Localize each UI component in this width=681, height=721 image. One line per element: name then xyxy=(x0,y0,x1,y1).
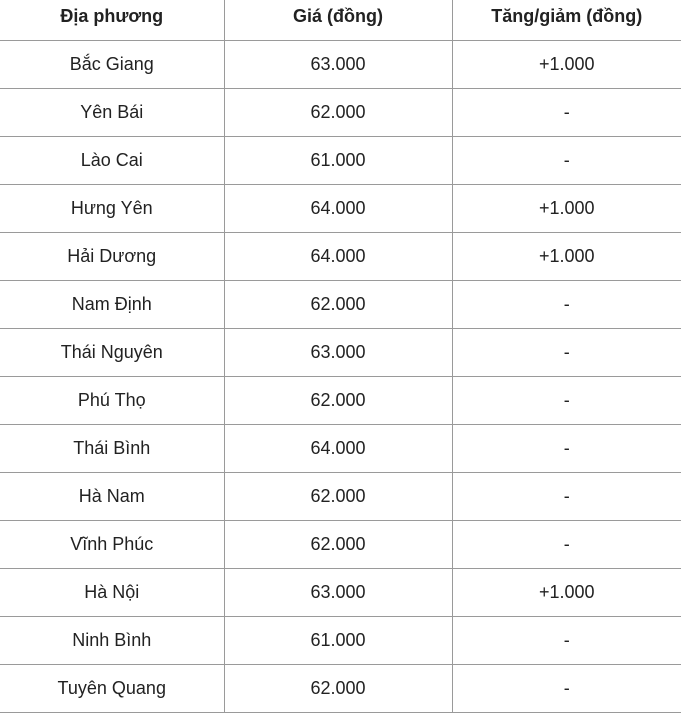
cell-change: - xyxy=(452,377,681,425)
cell-change: - xyxy=(452,89,681,137)
cell-price: 63.000 xyxy=(224,329,452,377)
cell-change: - xyxy=(452,329,681,377)
cell-location: Yên Bái xyxy=(0,89,224,137)
table-row xyxy=(0,89,681,137)
cell-price: 62.000 xyxy=(224,281,452,329)
cell-location: Tuyên Quang xyxy=(0,665,224,713)
cell-price: 64.000 xyxy=(224,425,452,473)
cell-change: - xyxy=(452,521,681,569)
cell-price: 62.000 xyxy=(224,473,452,521)
table-row xyxy=(0,425,681,473)
cell-change: +1.000 xyxy=(452,569,681,617)
table-row xyxy=(0,233,681,281)
cell-price: 62.000 xyxy=(224,89,452,137)
cell-price: 62.000 xyxy=(224,521,452,569)
cell-location: Hưng Yên xyxy=(0,185,224,233)
cell-change: - xyxy=(452,137,681,185)
cell-location: Hải Dương xyxy=(0,233,224,281)
table-row xyxy=(0,377,681,425)
cell-price: 62.000 xyxy=(224,377,452,425)
cell-location: Phú Thọ xyxy=(0,377,224,425)
table-row xyxy=(0,329,681,377)
cell-price: 64.000 xyxy=(224,185,452,233)
cell-price: 63.000 xyxy=(224,41,452,89)
table-header-row xyxy=(0,0,681,41)
table-row xyxy=(0,617,681,665)
cell-change: +1.000 xyxy=(452,185,681,233)
cell-location: Vĩnh Phúc xyxy=(0,521,224,569)
header-price: Giá (đồng) xyxy=(224,0,452,41)
table-row xyxy=(0,281,681,329)
table-row xyxy=(0,473,681,521)
header-change: Tăng/giảm (đồng) xyxy=(452,0,681,41)
cell-change: +1.000 xyxy=(452,233,681,281)
cell-price: 64.000 xyxy=(224,233,452,281)
table-row xyxy=(0,521,681,569)
cell-location: Lào Cai xyxy=(0,137,224,185)
table-row xyxy=(0,41,681,89)
cell-location: Thái Bình xyxy=(0,425,224,473)
cell-location: Thái Nguyên xyxy=(0,329,224,377)
cell-location: Hà Nam xyxy=(0,473,224,521)
cell-change: - xyxy=(452,425,681,473)
cell-change: - xyxy=(452,473,681,521)
cell-price: 62.000 xyxy=(224,665,452,713)
table-row xyxy=(0,569,681,617)
cell-price: 61.000 xyxy=(224,617,452,665)
cell-location: Nam Định xyxy=(0,281,224,329)
cell-location: Ninh Bình xyxy=(0,617,224,665)
table-row xyxy=(0,665,681,713)
table-row xyxy=(0,185,681,233)
cell-change: - xyxy=(452,665,681,713)
cell-location: Hà Nội xyxy=(0,569,224,617)
cell-change: - xyxy=(452,281,681,329)
cell-location: Bắc Giang xyxy=(0,41,224,89)
cell-change: - xyxy=(452,617,681,665)
cell-price: 61.000 xyxy=(224,137,452,185)
cell-price: 63.000 xyxy=(224,569,452,617)
table-row xyxy=(0,137,681,185)
header-location: Địa phương xyxy=(0,0,224,41)
cell-change: +1.000 xyxy=(452,41,681,89)
